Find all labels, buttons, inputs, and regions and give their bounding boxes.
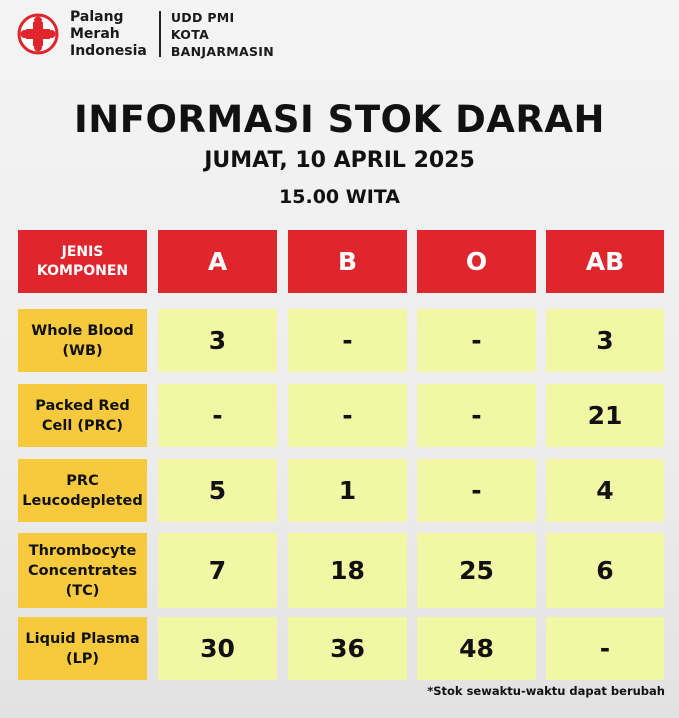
header-cell-blood-type: B [288, 230, 407, 293]
stock-value: 1 [288, 459, 407, 522]
header-cell-blood-type: AB [546, 230, 664, 293]
cell-text-line: Liquid Plasma [25, 630, 140, 647]
org-name [70, 9, 147, 60]
cell-text-line: Cell (PRC) [41, 417, 124, 434]
header-divider [159, 11, 161, 57]
header-cell-component [18, 230, 147, 293]
stock-value: - [417, 384, 536, 447]
cell-text-line: Concentrates [28, 562, 137, 579]
stock-value: 30 [158, 617, 277, 680]
cell-text-line: Packed Red [35, 397, 130, 414]
header-cell-blood-type: O [417, 230, 536, 293]
header [16, 6, 274, 62]
unit-name-line: KOTA [170, 26, 210, 42]
row-label [18, 459, 147, 522]
stock-value: - [546, 617, 664, 680]
cell-text-line: JENIS [61, 243, 104, 260]
stock-value: 3 [158, 309, 277, 372]
stock-value: - [158, 384, 277, 447]
stock-value: 25 [417, 533, 536, 608]
footnote: *Stok sewaktu-waktu dapat berubah [427, 684, 665, 698]
cell-text-line: Thrombocyte [28, 542, 137, 559]
cell-text-line: (TC) [65, 582, 100, 599]
page-time: 15.00 WITA [279, 186, 400, 208]
stock-value: 48 [417, 617, 536, 680]
row-label [18, 533, 147, 608]
row-label [18, 617, 147, 680]
cell-text-line: Leucodepleted [22, 492, 143, 509]
stock-value: 4 [546, 459, 664, 522]
row-label [18, 309, 147, 372]
stock-value: 3 [546, 309, 664, 372]
org-name-line: Indonesia [70, 42, 147, 59]
stock-value: - [417, 459, 536, 522]
cell-text-line: (WB) [62, 342, 103, 359]
stock-value: - [417, 309, 536, 372]
stock-value: - [288, 384, 407, 447]
cell-text-line: PRC [66, 472, 99, 489]
page-date: JUMAT, 10 APRIL 2025 [204, 148, 475, 173]
stock-value: 5 [158, 459, 277, 522]
cell-text-line: (LP) [65, 650, 100, 667]
stock-value: - [288, 309, 407, 372]
red-cross-logo-icon [16, 12, 60, 56]
org-name-line: Merah [70, 25, 120, 42]
unit-name-line: UDD PMI [170, 9, 235, 25]
cell-text-line: KOMPONEN [36, 262, 129, 279]
unit-name-line: BANJARMASIN [170, 43, 275, 59]
org-name-line: Palang [70, 8, 124, 25]
cell-text-line: Whole Blood [31, 322, 134, 339]
stock-value: 36 [288, 617, 407, 680]
header-cell-blood-type: A [158, 230, 277, 293]
row-label [18, 384, 147, 447]
stock-value: 21 [546, 384, 664, 447]
stock-value: 7 [158, 533, 277, 608]
stock-value: 18 [288, 533, 407, 608]
page-title: INFORMASI STOK DARAH [73, 98, 606, 141]
stock-value: 6 [546, 533, 664, 608]
unit-name [171, 9, 274, 60]
